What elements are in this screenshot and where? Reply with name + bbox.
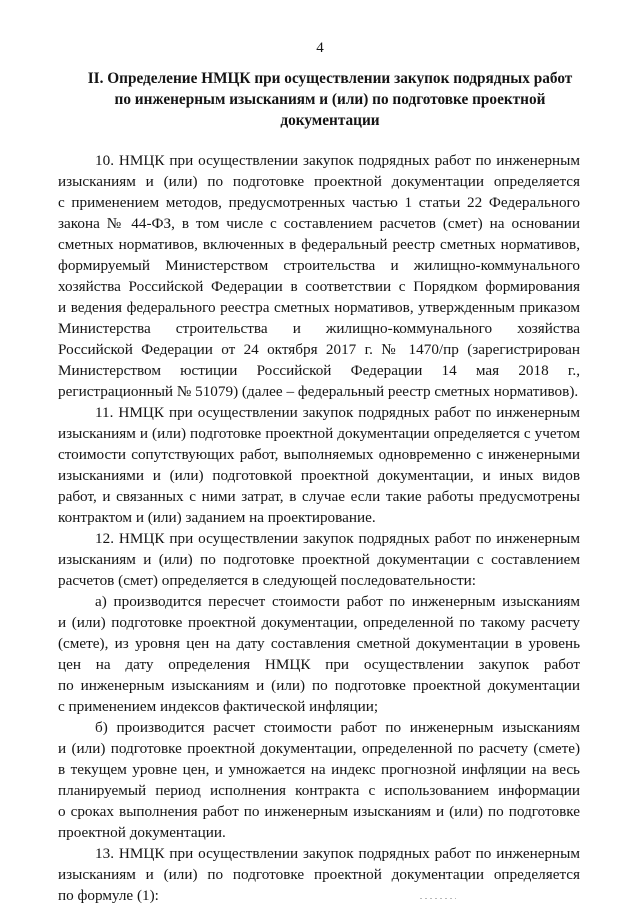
paragraph-line: 12. НМЦК при осуществлении закупок подрядных работ по инженерным — [95, 530, 580, 547]
paragraph — [58, 717, 580, 843]
body-text — [58, 150, 580, 906]
paragraph-line: 10. НМЦК при осуществлении закупок подрядных работ по инженерным — [95, 152, 580, 169]
paragraph-line: изысканиям и (или) подготовке проектной документации определяется с учетом — [58, 425, 580, 442]
paragraph — [58, 150, 580, 402]
paragraph-line: изысканиям и (или) по подготовке проектной документации с составлением — [58, 551, 580, 568]
paragraph — [58, 528, 580, 591]
paragraph-line: формируемый Министерством строительства и жилищно-коммунального — [58, 257, 580, 274]
paragraph — [58, 402, 580, 528]
paragraph-line: по формуле (1): — [58, 887, 159, 904]
paragraph-line: Министерством юстиции Российской Федерации 14 мая 2018 г., — [58, 362, 580, 379]
paragraph-line: изысканиям и (или) по подготовке проектной документации определяется — [58, 173, 580, 190]
paragraph-line: контрактом и (или) заданием на проектирование. — [58, 509, 376, 526]
paragraph-line: и (или) подготовке проектной документации, определенной по такому расчету — [58, 614, 580, 631]
paragraph-line: по инженерным изысканиям и (или) по подготовке проектной документации — [58, 677, 580, 694]
section-heading-line: документации — [280, 112, 380, 129]
paragraph-line: изысканиями и (или) подготовкой проектной документации, и иных видов — [58, 467, 580, 484]
paragraph-line: хозяйства Российской Федерации в соответствии с Порядком формирования — [58, 278, 580, 295]
paragraph-line: а) производится пересчет стоимости работ по инженерным изысканиям — [95, 593, 580, 610]
paragraph-line: с применением методов, предусмотренных частью 1 статьи 22 Федерального — [58, 194, 580, 211]
section-heading-line: II. Определение НМЦК при осуществлении закупок подрядных работ — [87, 70, 573, 87]
paragraph-line: в текущем уровне цен, и умножается на индекс прогнозной инфляции на весь — [58, 761, 580, 778]
paragraph-line: б) производится расчет стоимости работ по инженерным изысканиям — [95, 719, 580, 736]
paragraph-line: с применением индексов фактической инфляции; — [58, 698, 379, 715]
paragraph-line: 13. НМЦК при осуществлении закупок подрядных работ по инженерным — [95, 845, 580, 862]
page-number: 4 — [316, 40, 324, 56]
paragraph-line: Министерства строительства и жилищно-коммунального хозяйства — [58, 320, 580, 337]
paragraph-line: и (или) подготовке проектной документации, определенной по расчету (смете) — [58, 740, 580, 757]
paragraph-line: и ведения федерального реестра сметных нормативов, утвержденным приказом — [58, 299, 580, 316]
paragraph-line: цен на дату определения НМЦК при осуществлении закупок работ — [58, 656, 580, 673]
paragraph — [58, 843, 580, 906]
section-heading-line: по инженерным изысканиям и (или) по подготовке проектной — [114, 91, 546, 108]
paragraph-line: закона № 44-ФЗ, в том числе с составлением расчетов (смет) на основании — [58, 215, 580, 232]
paragraph-line: сметных нормативов, включенных в федеральный реестр сметных нормативов, — [58, 236, 580, 253]
section-heading — [70, 68, 590, 131]
paragraph-line: проектной документации. — [58, 824, 226, 841]
paragraph-line: изысканиям и (или) по подготовке проектной документации определяется — [58, 866, 580, 883]
paragraph-line: Российской Федерации от 24 октября 2017 г. № 1470/пр (зарегистрирован — [58, 341, 580, 358]
paragraph — [58, 591, 580, 717]
paragraph-line: расчетов (смет) определяется в следующей последовательности: — [58, 572, 476, 589]
scan-artifact — [420, 898, 456, 899]
paragraph-line: (смете), из уровня цен на дату составления сметной документации в уровень — [58, 635, 580, 652]
paragraph-line: работ, и связанных с ними затрат, в случае если такие работы предусмотрены — [58, 488, 580, 505]
paragraph-line: стоимости сопутствующих работ, выполняемых одновременно с инженерными — [58, 446, 580, 463]
paragraph-line: 11. НМЦК при осуществлении закупок подрядных работ по инженерным — [95, 404, 580, 421]
paragraph-line: планируемый период исполнения контракта с использованием информации — [58, 782, 580, 799]
paragraph-line: регистрационный № 51079) (далее – федеральный реестр сметных нормативов). — [58, 383, 579, 400]
paragraph-line: о сроках выполнения работ по инженерным изысканиям и (или) по подготовке — [58, 803, 580, 820]
